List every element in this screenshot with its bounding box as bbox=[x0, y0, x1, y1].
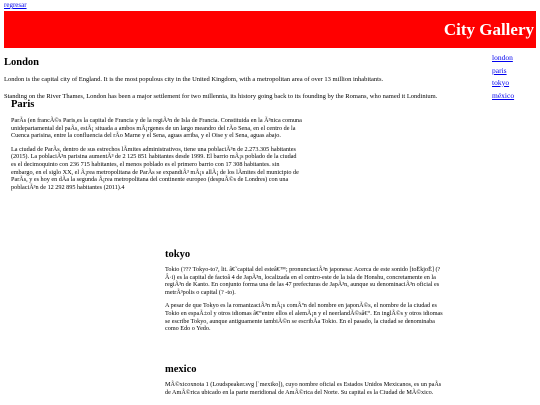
mexico-heading: mexico bbox=[165, 364, 197, 375]
site-title: City Gallery bbox=[443, 20, 534, 39]
tokyo-heading: tokyo bbox=[165, 249, 191, 260]
paris-paragraph-1: ParÃs (en francÃ©s Paris,es la capital de Francia y de la regiÃ³n de Isla de Francia. Constituida en la Ã³nica comuna unidepartamental del paÃs, estÃ¡ situada a ambos mÃ¡rgenes de un largo meandro del rÃo Sena, en el centro de la Cuenca parisina, entre la confluencia del rÃo Marne y el Sena, aguas arriba, y el Oise y el Sena, aguas abajo. bbox=[11, 117, 302, 140]
nav-link-paris[interactable]: paris bbox=[492, 65, 507, 75]
nav-link-mexico[interactable]: méxico bbox=[492, 90, 515, 100]
mexico-section bbox=[165, 363, 443, 396]
header-banner bbox=[4, 11, 536, 48]
london-heading: London bbox=[4, 57, 40, 68]
mexico-paragraph-1: MÃ©xicoxnota 1 (Loudspeaker.svg [ˈmexiko]), cuyo nombre oficial es Estados Unidos Mexicanos, es un paÃs de AmÃ©rica ubicado en la parte meridional de AmÃ©rica del Norte. Su capital es la Ciudad de MÃ©xico. bbox=[165, 381, 442, 396]
city-nav bbox=[492, 52, 538, 102]
nav-link-london[interactable]: london bbox=[492, 53, 513, 62]
london-paragraph-2: Standing on the River Thames, London has been a major settlement for two millennia, its history going back to its founding by the Romans, who named it Londinium. bbox=[4, 93, 438, 100]
paris-section bbox=[11, 98, 303, 191]
london-paragraph-1: London is the capital city of England. It is the most populous city in the United Kingdom, with a metropolitan area of over 13 million inhabitants. bbox=[4, 76, 384, 83]
london-section bbox=[4, 56, 488, 101]
paris-paragraph-2: La ciudad de ParÃs, dentro de sus estrechos lÃmites administrativos, tiene una poblaciÃ³n de 2.273.305 habitantes (2015). La poblaciÃ³n parisina aumentÃ³ de 2 125 851 habitantes desde 1999. El barrio mÃ¡s poblado de la ciudad es el decimoquinto con 236 715 habitantes, el menos poblado es el primero barrio con 17 308 habitantes. sin embargo, en el siglo XX, el Ã¡rea metropolitana de ParÃs se expandiÃ³ mÃ¡s allÃ¡ de los lÃmites del municipio de ParÃs, y es hoy en dÃa la segunda Ã¡rea metropolitana del continente europeo (despuÃ©s de Londres) con una poblaciÃ³n de 12 292 895 habitantes (2011).4 bbox=[11, 145, 299, 191]
tokyo-section bbox=[165, 248, 443, 333]
back-link[interactable]: regresar bbox=[4, 1, 27, 9]
tokyo-paragraph-1: Tokio (??? Tokyo-to?, lit. â€˜capital del esteâ€™; pronunciaciÃ³n japonesa: Acerca de este sonido [toËkjoË] (?Â·i) es la capital de factoâ 4 de JapÃ³n, localizada en el centro-este de la isla de Honshu, concretamente en la regiÃ³n de Kanto. En conjunto forma una de las 47 prefecturas de JapÃ³n, aunque su denominaciÃ³n oficial es metrÃ³polis o capital (? -to). bbox=[165, 266, 441, 296]
nav-link-tokyo[interactable]: tokyo bbox=[492, 78, 510, 87]
paris-heading: Paris bbox=[11, 99, 35, 110]
tokyo-paragraph-2: A pesar de que Tokyo es la romanizaciÃ³n mÃ¡s comÃºn del nombre en japonÃ©s, el nombre de la ciudad es Tokio en espaÃ±ol y otros idiomas â€“entre ellos el alemÃ¡n y el neerlandÃ©sâ€“. En inglÃ©s y otros idiomas se escribe Tokyo, aunque antiguamente tambiÃ©n se escribÃa Tokio. En el pasado, la ciudad se denominaba como Edo o Yedo. bbox=[165, 302, 443, 333]
